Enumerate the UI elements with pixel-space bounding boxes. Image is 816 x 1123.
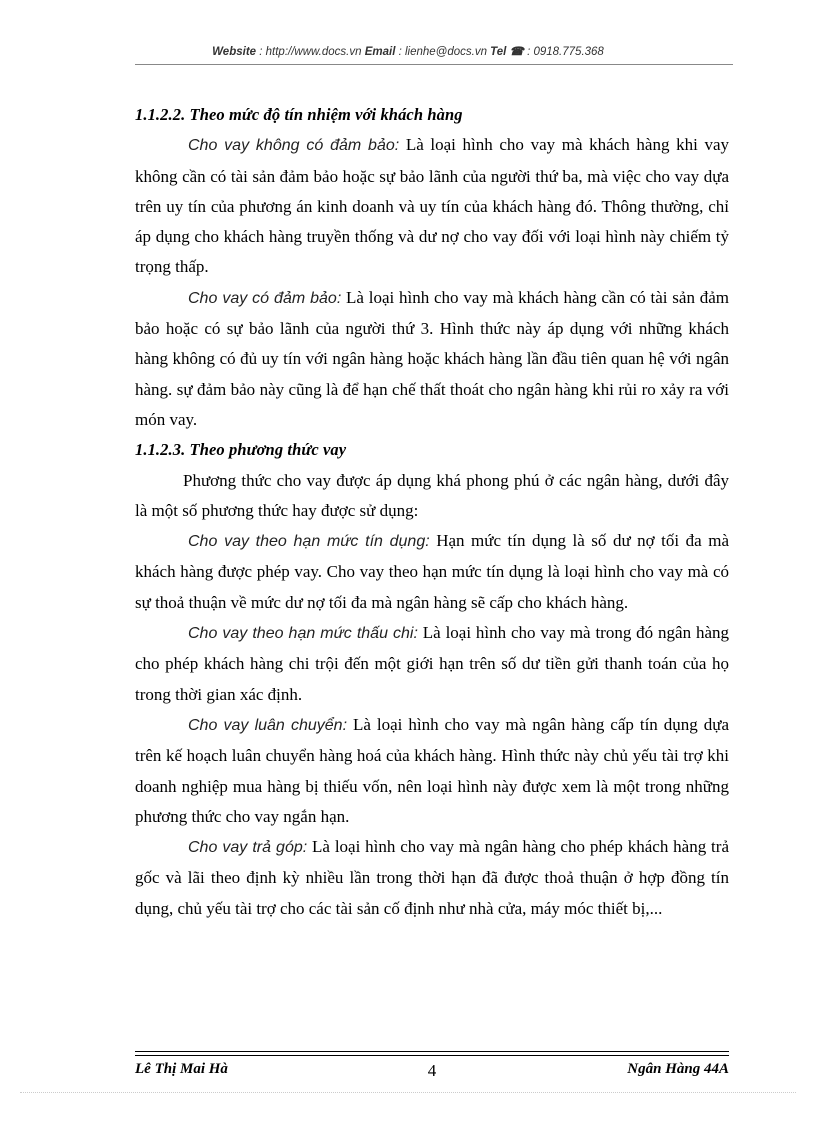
- page-bottom-border: [20, 1092, 796, 1093]
- paragraph: [135, 710, 729, 832]
- term-lead: Cho vay có đảm bảo:: [188, 289, 342, 307]
- term-lead: Cho vay trả góp:: [188, 839, 308, 857]
- footer-author: Lê Thị Mai Hà: [135, 1061, 228, 1077]
- paragraph: [135, 618, 729, 710]
- page-header: [0, 44, 816, 58]
- section-heading-2: 1.1.2.3. Theo phương thức vay: [135, 440, 347, 460]
- paragraph: [135, 526, 729, 618]
- term-lead: Cho vay theo hạn mức tín dụng:: [188, 533, 430, 551]
- footer-divider-bottom: [135, 1055, 729, 1056]
- paragraph: [135, 832, 729, 924]
- paragraph-text: Là loại hình cho vay mà ngân hàng cho phép khách hàng trả gốc và lãi theo định kỳ nhiều lần trong thời hạn đã được thoả thuận ở hợp đồng tín dụng, chủ yếu tài trợ cho các tài sản cố định như nhà cửa, máy móc thiết bị,...: [135, 837, 729, 918]
- term-lead: Cho vay không có đảm bảo:: [188, 137, 400, 155]
- paragraph: [135, 283, 729, 435]
- term-lead: Cho vay luân chuyển:: [188, 716, 348, 734]
- footer-class-name: Ngân Hàng 44A: [627, 1061, 729, 1077]
- tel-number: : 0918.775.368: [523, 46, 604, 58]
- term-lead: Cho vay theo hạn mức thấu chi:: [188, 625, 418, 643]
- page-footer: [135, 1061, 729, 1081]
- paragraph-text: Hạn mức tín dụng là số dư nợ tối đa mà khách hàng được phép vay. Cho vay theo hạn mức tín dụng là loại hình cho vay mà có sự thoả thuận về mức dư nợ tối đa mà ngân hàng sẽ cấp cho khách hàng.: [135, 531, 729, 612]
- page-number: 4: [427, 1061, 437, 1080]
- intro-paragraph: Phương thức cho vay được áp dụng khá phong phú ở các ngân hàng, dưới đây là một số phương thức hay được sử dụng:: [135, 470, 729, 520]
- website-url[interactable]: : http://www.docs.vn: [256, 46, 365, 58]
- document-body: [135, 100, 729, 924]
- paragraph-text: Là loại hình cho vay mà trong đó ngân hàng cho phép khách hàng chi trội đến một giới hạn trên số dư tiền gửi thanh toán của họ trong thời gian xác định.: [135, 623, 729, 704]
- paragraph: [135, 130, 729, 282]
- tel-label: Tel ☎: [490, 46, 524, 58]
- email-address[interactable]: : lienhe@docs.vn: [395, 46, 491, 58]
- paragraph-text: Là loại hình cho vay mà ngân hàng cấp tín dụng dựa trên kế hoạch luân chuyển hàng hoá của khách hàng. Hình thức này chủ yếu tài trợ khi doanh nghiệp mua hàng bị thiếu vốn, nên loại hình này được xem là một trong những phương thức cho vay ngắn hạn.: [135, 714, 729, 826]
- section-heading-1: 1.1.2.2. Theo mức độ tín nhiệm với khách hàng: [135, 105, 463, 124]
- website-label: Website: [212, 46, 257, 58]
- email-label: Email: [364, 46, 396, 58]
- paragraph-text: Là loại hình cho vay mà khách hàng khi vay không cần có tài sản đảm bảo hoặc sự bảo lãnh của người thứ ba, mà việc cho vay dựa trên uy tín của phương án kinh doanh và uy tín của khách hàng đó. Thông thường, chỉ áp dụng cho khách hàng truyền thống và dư nợ cho vay đối với loại hình này chiếm tỷ trọng thấp.: [135, 135, 729, 277]
- paragraph-text: Là loại hình cho vay mà khách hàng cần có tài sản đảm bảo hoặc có sự bảo lãnh của người thứ 3. Hình thức này áp dụng với những khách hàng không có đủ uy tín với ngân hàng hoặc khách hàng lần đầu tiên quan hệ với ngân hàng. sự đảm bảo này cũng là để hạn chế thất thoát cho ngân hàng khi rủi ro xảy ra với món vay.: [135, 287, 729, 429]
- header-divider: [135, 64, 733, 65]
- footer-divider-top: [135, 1051, 729, 1052]
